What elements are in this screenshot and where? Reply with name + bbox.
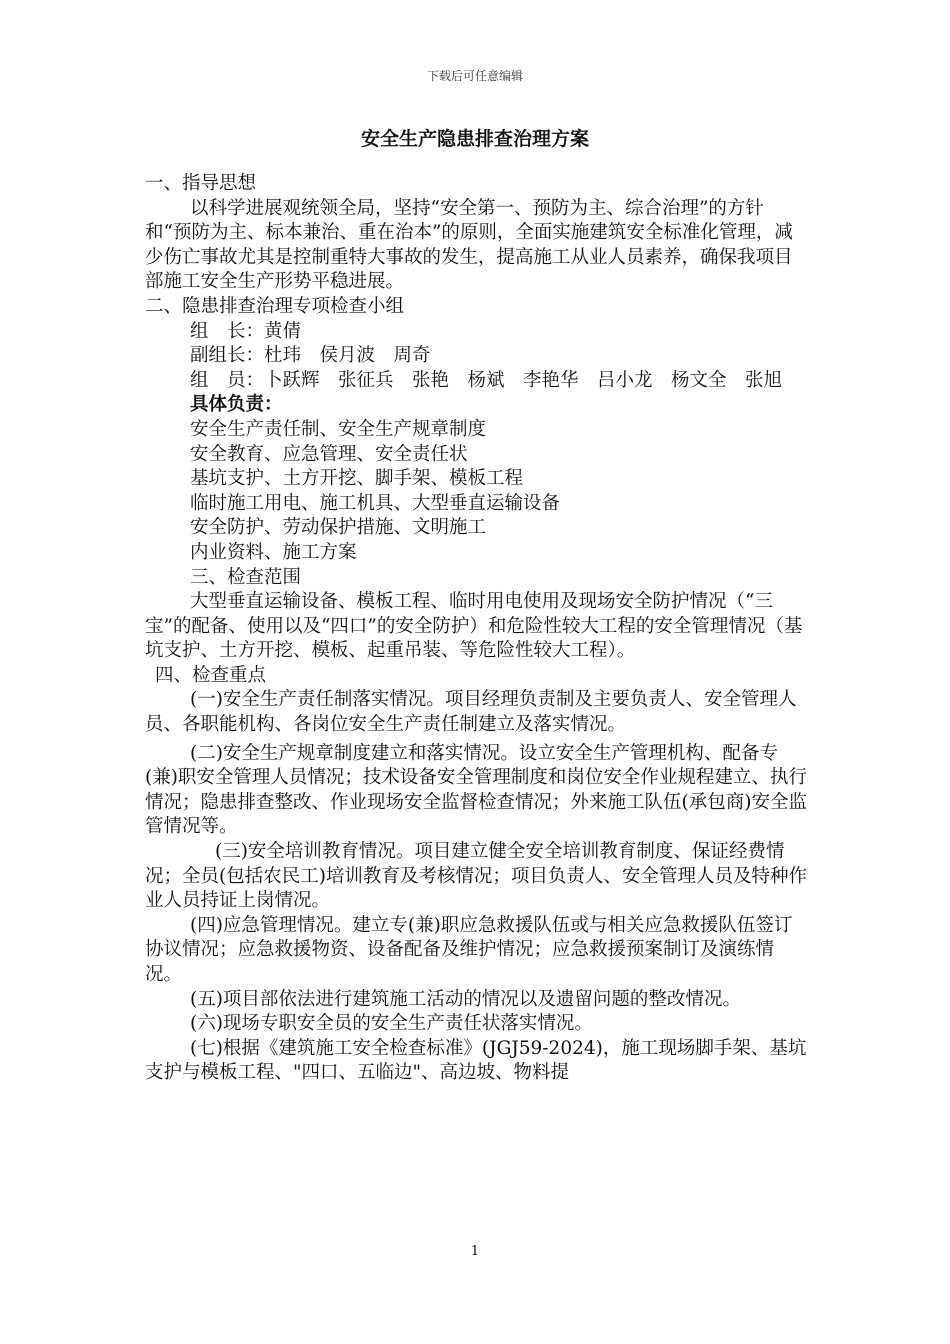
paragraph-guiding-thought: 以科学进展观统领全局，坚持“安全第一、预防为主、综合治理”的方针和“预防为主、标本兼治、重在治本”的原则，全面实施建筑安全标准化管理，减少伤亡事故尤其是控制重特大事故的发生，提高施工从业人员素养，确保我项目部施工安全生产形势平稳进展。 (145, 197, 793, 293)
paragraph-key-point-3: (三)安全培训教育情况。项目建立健全安全培训教育制度、保证经费情况；全员(包括农民工)培训教育及考核情况；项目负责人、安全管理人员及特种作业人员持证上岗情况。 (145, 841, 807, 912)
duty-heading: 具体负责： (190, 394, 283, 416)
paragraph-inspection-scope: 大型垂直运输设备、模板工程、临时用电使用及现场安全防护情况（“三宝”的配备、使用以及“四口”的安全防护）和危险性较大工程的安全管理情况（基坑支护、土方开挖、模板、起重吊装、等危险性较大工程）。 (145, 591, 803, 662)
header-note: 下载后可任意编辑 (426, 69, 523, 83)
duty-item: 安全防护、劳动保护措施、文明施工 (190, 517, 487, 539)
duty-item: 安全生产责任制、安全生产规章制度 (190, 418, 487, 440)
paragraph-key-point-7: (七)根据《建筑施工安全检查标准》(JGJ59-2024)，施工现场脚手架、基坑支护与模板工程、"四口、五临边"、高边坡、物料提 (145, 1037, 807, 1084)
page-number: 1 (470, 1244, 480, 1259)
group-leader: 组 长：黄倩 (190, 320, 302, 342)
paragraph-key-point-4: (四)应急管理情况。建立专(兼)职应急救援队伍或与相关应急救援队伍签订协议情况；应急救援物资、设备配备及维护情况；应急救援预案制订及演练情况。 (145, 914, 793, 985)
section-heading-4: 四、检查重点 (155, 664, 267, 686)
paragraph-key-point-2: (二)安全生产规章制度建立和落实情况。设立安全生产管理机构、配备专(兼)职安全管理人员情况；技术设备安全管理制度和岗位安全作业规程建立、执行情况；隐患排查整改、作业现场安全监督检查情况；外来施工队伍(承包商)安全监管情况等。 (145, 742, 807, 838)
section-heading-3: 三、检查范围 (190, 566, 302, 588)
document-body (145, 172, 810, 1086)
duty-item: 内业资料、施工方案 (190, 541, 357, 563)
section-heading-2: 二、隐患排查治理专项检查小组 (145, 295, 405, 317)
paragraph-key-point-6: (六)现场专职安全员的安全生产责任状落实情况。 (190, 1013, 593, 1035)
page-title: 安全生产隐患排查治理方案 (360, 128, 589, 150)
group-deputy: 副组长：杜玮 侯月波 周奇 (190, 345, 431, 367)
section-heading-1: 一、指导思想 (145, 173, 257, 194)
duty-item: 基坑支护、土方开挖、脚手架、模板工程 (190, 468, 524, 490)
paragraph-key-point-1: (一)安全生产责任制落实情况。项目经理负责制及主要负责人、安全管理人员、各职能机构、各岗位安全生产责任制建立及落实情况。 (145, 689, 797, 736)
duty-item: 临时施工用电、施工机具、大型垂直运输设备 (190, 492, 561, 514)
group-members: 组 员：卜跃辉 张征兵 张艳 杨斌 李艳华 吕小龙 杨文全 张旭 (190, 369, 783, 391)
duty-item: 安全教育、应急管理、安全责任状 (190, 443, 468, 465)
paragraph-key-point-5: (五)项目部依法进行建筑施工活动的情况以及遗留问题的整改情况。 (190, 988, 741, 1010)
